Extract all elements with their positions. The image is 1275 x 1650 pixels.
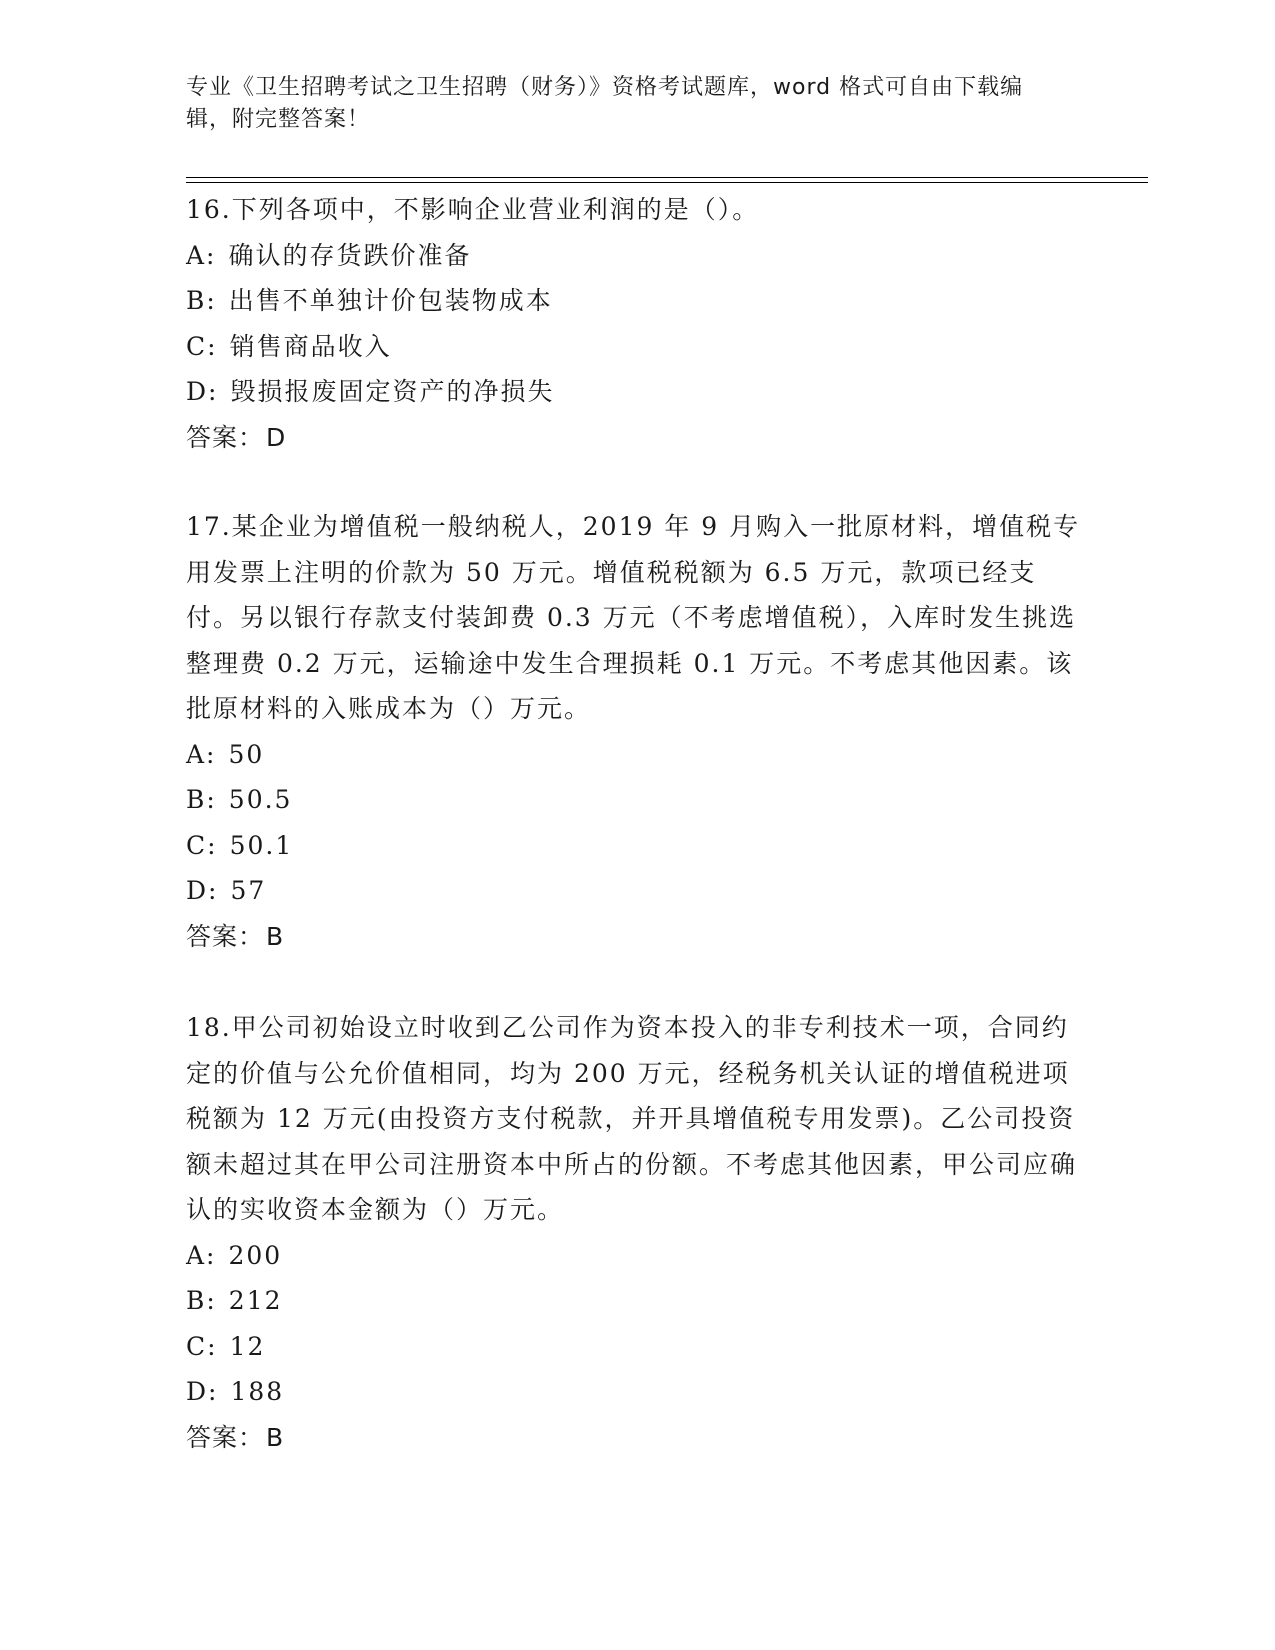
option-letter: B:	[186, 286, 217, 315]
answer-label: 答案：	[186, 1422, 265, 1452]
option-letter: D:	[186, 377, 219, 406]
answer-line	[186, 914, 1086, 960]
question-18	[186, 1005, 1086, 1460]
option-c	[186, 324, 1086, 370]
option-letter: C:	[186, 1331, 218, 1361]
option-letter: B:	[186, 1286, 217, 1315]
option-letter: D:	[186, 876, 219, 905]
answer-label: 答案：	[186, 422, 265, 452]
option-letter: A:	[186, 240, 217, 270]
header-divider-top	[186, 177, 1148, 178]
option-text: 50.1	[229, 830, 294, 860]
question-16	[186, 187, 1086, 460]
answer-line	[186, 1415, 1086, 1461]
option-a	[186, 1233, 1086, 1279]
option-text: 200	[228, 1240, 283, 1270]
answer-line	[186, 415, 1086, 461]
header-divider-bottom	[186, 182, 1148, 183]
document-header: 专业《卫生招聘考试之卫生招聘（财务）》资格考试题库，word 格式可自由下载编辑，附完整答案！	[186, 75, 1024, 132]
option-d	[186, 369, 1086, 415]
question-stem	[186, 504, 1086, 732]
question-text: 甲公司初始设立时收到乙公司作为资本投入的非专利技术一项，合同约定的价值与公允价值相同，均为 200 万元，经税务机关认证的增值税进项税额为 12 万元(由投资方支付税款，并开具增值税专用发票)。乙公司投资额未超过其在甲公司注册资本中所占的份额。不考虑其他因素，甲公司应确认的实收资本金额为（）万元。	[186, 1013, 1078, 1224]
option-letter: A:	[186, 1240, 217, 1270]
option-letter: C:	[186, 830, 218, 860]
question-text: 下列各项中，不影响企业营业利润的是（）。	[231, 195, 760, 224]
option-a	[186, 732, 1086, 778]
answer-value: D	[266, 422, 287, 452]
option-text: 50.5	[228, 785, 293, 814]
answer-value: B	[266, 1422, 285, 1452]
option-text: 188	[230, 1377, 285, 1406]
option-text: 确认的存货跌价准备	[228, 240, 472, 270]
question-stem	[186, 187, 1086, 233]
option-c	[186, 823, 1086, 869]
option-text: 销售商品收入	[229, 331, 392, 361]
option-d	[186, 868, 1086, 914]
option-b	[186, 278, 1086, 324]
option-d	[186, 1369, 1086, 1415]
question-number: 18.	[186, 1013, 232, 1042]
option-text: 57	[230, 876, 267, 905]
option-text: 50	[228, 739, 265, 769]
answer-label: 答案：	[186, 921, 265, 951]
option-b	[186, 777, 1086, 823]
question-number: 16.	[186, 195, 232, 224]
option-letter: D:	[186, 1377, 219, 1406]
option-letter: C:	[186, 331, 218, 361]
option-text: 毁损报废固定资产的净损失	[230, 377, 555, 406]
option-a	[186, 233, 1086, 279]
option-letter: B:	[186, 785, 217, 814]
option-text: 212	[228, 1286, 283, 1315]
question-text: 某企业为增值税一般纳税人，2019 年 9 月购入一批原材料，增值税专用发票上注明的价款为 50 万元。增值税税额为 6.5 万元，款项已经支付。另以银行存款支付装卸费 0.3 万元（不考虑增值税），入库时发生挑选整理费 0.2 万元，运输途中发生合理损耗 0.1 万元。不考虑其他因素。该批原材料的入账成本为（）万元。	[186, 512, 1081, 723]
question-17	[186, 504, 1086, 959]
option-c	[186, 1324, 1086, 1370]
question-number: 17.	[186, 512, 232, 541]
question-stem	[186, 1005, 1086, 1233]
answer-value: B	[266, 921, 285, 951]
option-text: 12	[229, 1331, 266, 1361]
option-text: 出售不单独计价包装物成本	[228, 286, 553, 315]
option-b	[186, 1278, 1086, 1324]
option-letter: A:	[186, 739, 217, 769]
